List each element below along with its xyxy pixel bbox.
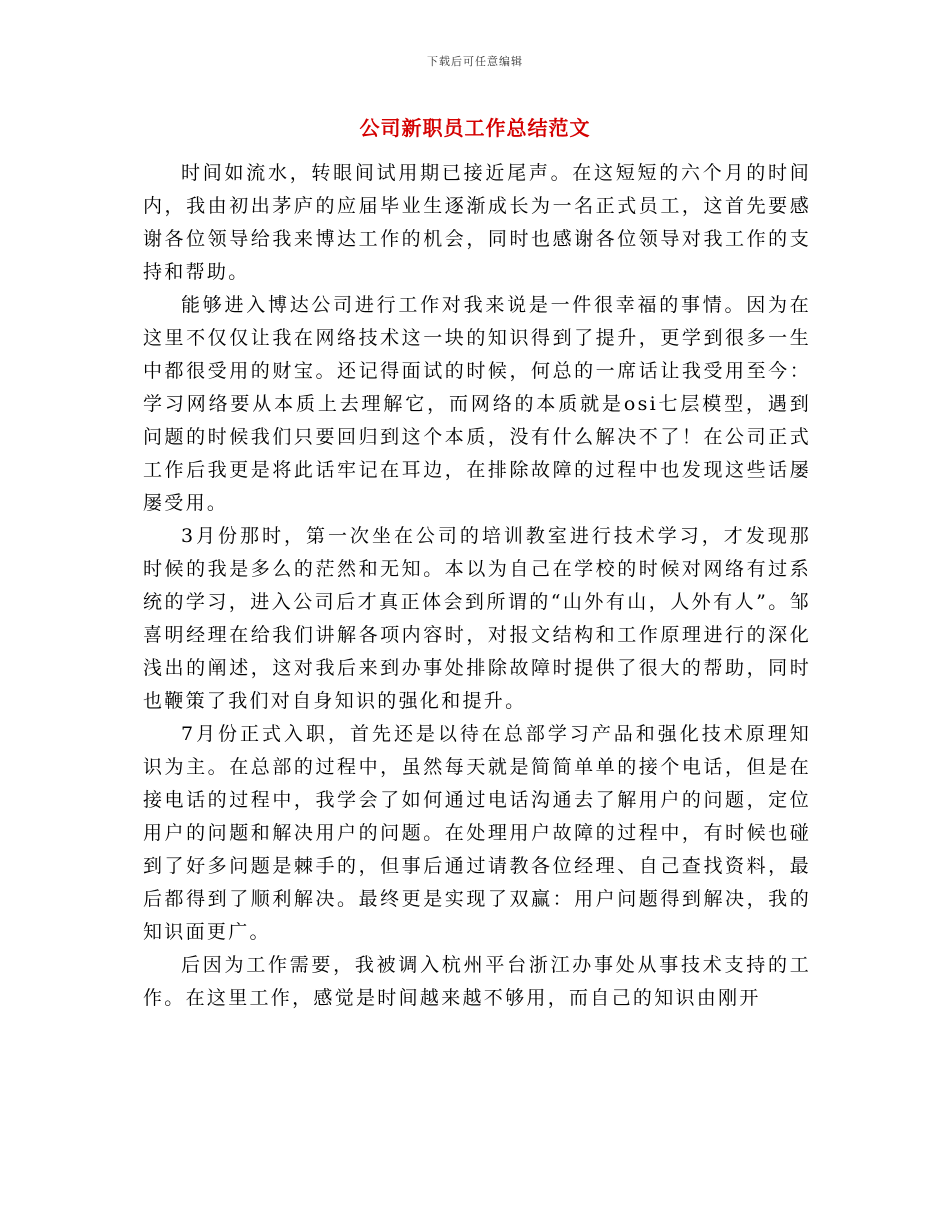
document-title: 公司新职员工作总结范文 <box>359 116 591 140</box>
paragraph: 3月份那时，第一次坐在公司的培训教室进行技术学习，才发现那时候的我是多么的茫然和无知。本以为自己在学校的时候对网络有过系统的学习，进入公司后才真正体会到所谓的“山外有山，人外有人”。邹喜明经理在给我们讲解各项内容时，对报文结构和工作原理进行的深化浅出的阐述，这对我后来到办事处排除故障时提供了很大的帮助，同时也鞭策了我们对自身知识的强化和提升。 <box>143 525 811 712</box>
paragraph: 能够进入博达公司进行工作对我来说是一件很幸福的事情。因为在这里不仅仅让我在网络技术这一块的知识得到了提升，更学到很多一生中都很受用的财宝。还记得面试的时候，何总的一席话让我受用至今：学习网络要从本质上去理解它，而网络的本质就是osi七层模型，遇到问题的时候我们只要回归到这个本质，没有什么解决不了！在公司正式工作后我更是将此话牢记在耳边，在排除故障的过程中也发现这些话屡屡受用。 <box>143 294 811 514</box>
paragraph: 7月份正式入职，首先还是以待在总部学习产品和强化技术原理知识为主。在总部的过程中，虽然每天就是简简单单的接个电话，但是在接电话的过程中，我学会了如何通过电话沟通去了解用户的问题，定位用户的问题和解决用户的问题。在处理用户故障的过程中，有时候也碰到了好多问题是棘手的，但事后通过请教各位经理、自己查找资料，最后都得到了顺利解决。最终更是实现了双赢：用户问题得到解决，我的知识面更广。 <box>143 723 811 943</box>
header-note: 下载后可任意编辑 <box>427 55 523 68</box>
document-body <box>143 157 811 1015</box>
paragraph: 时间如流水，转眼间试用期已接近尾声。在这短短的六个月的时间内，我由初出茅庐的应届毕业生逐渐成长为一名正式员工，这首先要感谢各位领导给我来博达工作的机会，同时也感谢各位领导对我工作的支持和帮助。 <box>143 162 811 283</box>
paragraph: 后因为工作需要，我被调入杭州平台浙江办事处从事技术支持的工作。在这里工作，感觉是时间越来越不够用，而自己的知识由刚开 <box>143 954 811 1009</box>
